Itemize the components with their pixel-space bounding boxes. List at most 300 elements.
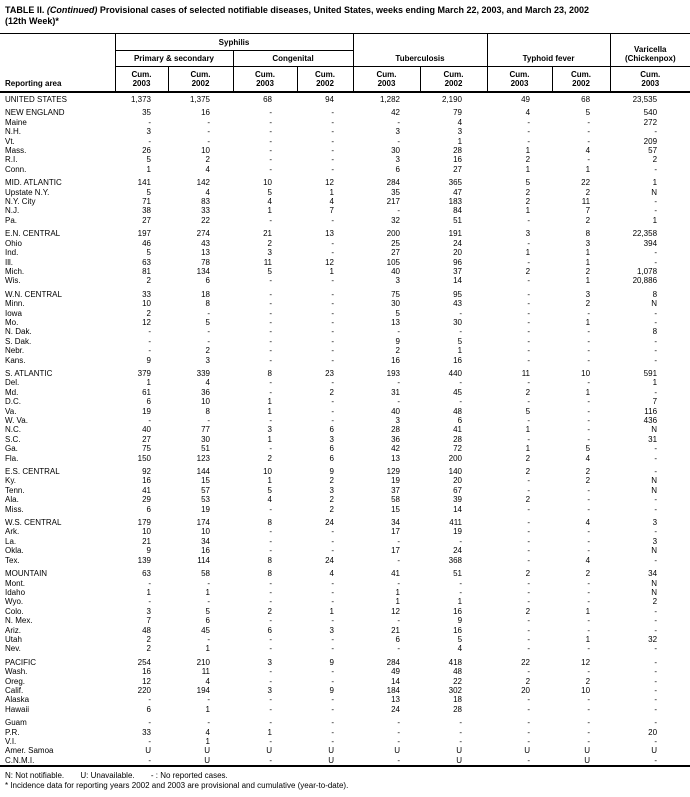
value-cell: N [651,476,658,486]
value-cell: 105 [386,257,400,267]
value-cell: 3 [146,606,151,616]
value-cell: 14 [391,676,400,686]
value-cell: N [651,299,658,309]
value-cell: 9 [395,336,400,346]
value-cell: - [331,704,334,714]
reporting-area-cell: Fla. [5,453,19,463]
value-cell: 37 [391,485,400,495]
value-cell: - [654,527,658,537]
value-cell: - [331,737,334,746]
value-cell: - [527,527,531,537]
table-row [0,505,690,514]
value-cell: 2 [585,467,591,477]
value-cell: 2 [525,606,531,616]
value-cell: 9 [457,616,463,626]
value-cell: 3 [395,127,400,137]
table-title [5,5,680,27]
value-cell: 2 [652,597,658,607]
value-cell: 1 [525,248,531,258]
value-cell: 1 [267,476,272,486]
value-cell: 20 [648,727,658,737]
table-row [0,537,690,546]
table-row [0,435,690,444]
value-cell: 4 [457,117,463,127]
value-cell: - [654,737,658,746]
value-cell: - [148,755,151,765]
value-cell: 368 [448,555,463,565]
column-header-cum-2003: Cum. 2003 [353,67,420,93]
table-row [0,476,690,485]
value-cell: 14 [453,504,463,514]
value-cell: - [587,406,591,416]
value-cell: - [654,453,658,463]
reporting-area-cell: Vt. [5,136,15,146]
value-cell: - [654,718,658,728]
value-cell: 20 [453,476,463,486]
reporting-area-cell: MOUNTAIN [5,569,48,579]
value-cell: - [587,336,591,346]
value-cell: 18 [453,695,463,705]
value-cell: 1 [585,164,591,174]
value-cell: 1 [205,644,210,654]
value-cell: 284 [386,178,400,188]
value-cell: 193 [386,368,400,378]
table-row [0,127,690,136]
table-row [0,318,690,327]
value-cell: - [527,289,531,299]
value-cell: 33 [142,727,151,737]
table-row [0,686,690,695]
value-cell: - [269,504,272,514]
value-cell: 2 [525,187,531,197]
value-cell: 26 [142,146,151,156]
value-cell: 45 [201,625,210,635]
column-header-cum-2002: Cum. 2002 [168,67,233,93]
value-cell: 46 [142,238,151,248]
table-row [0,746,690,755]
table-group [0,174,690,225]
value-cell: 183 [448,197,463,207]
value-cell: 123 [196,453,210,463]
value-cell: 32 [391,215,400,225]
value-cell: 4 [205,727,210,737]
value-cell: 1 [146,587,151,597]
value-cell: 10 [581,685,591,695]
value-cell: 1 [525,444,531,454]
column-header-tuberculosis: Tuberculosis [353,34,487,67]
value-cell: - [459,536,463,546]
value-cell: 21 [142,536,151,546]
table-row [0,146,690,155]
value-cell: - [269,444,272,454]
reporting-area-cell: Guam [5,718,27,728]
value-cell: U [584,746,591,756]
value-cell: - [587,434,591,444]
value-cell: 6 [146,397,151,407]
value-cell: 2,190 [441,95,463,104]
value-cell: - [397,616,400,626]
value-cell: - [148,327,151,337]
value-cell: - [527,727,531,737]
value-cell: - [207,695,210,705]
value-cell: 3 [395,416,400,425]
value-cell: 6 [267,625,272,635]
value-cell: 68 [263,95,272,104]
value-cell: 6 [205,276,210,286]
value-cell: 3 [525,229,531,239]
value-cell: - [207,127,210,137]
value-cell: 10 [201,397,210,407]
value-cell: 3 [585,238,591,248]
reporting-area-cell: Oreg. [5,676,26,686]
value-cell: - [331,108,334,118]
table-row [0,356,690,365]
column-header-cum-2002: Cum. 2002 [420,67,487,93]
value-cell: 20 [453,248,463,258]
table-row [0,737,690,746]
table-row [0,463,690,476]
value-cell: - [397,117,400,127]
value-cell: - [527,755,531,765]
value-cell: - [269,676,272,686]
value-cell: - [269,704,272,714]
table-group [0,654,690,714]
reporting-area-cell: Ariz. [5,625,21,635]
value-cell: 31 [648,434,658,444]
reporting-area-cell: Nebr. [5,346,25,356]
footnote-incidence: * Incidence data for reporting years 2002 and 2003 are provisional and cumulative (year-to-date). [5,781,349,791]
value-cell: 5 [585,444,591,454]
value-cell: 6 [395,164,400,174]
value-cell: 13 [325,229,334,239]
table-row [0,388,690,397]
table-row [0,165,690,174]
value-cell: - [654,644,658,654]
value-cell: - [527,667,531,677]
value-cell: 2 [525,266,531,276]
reporting-area-cell: E.S. CENTRAL [5,467,60,477]
value-cell: 29 [142,495,151,505]
reporting-area-cell: Ala. [5,495,19,505]
value-cell: 19 [142,406,151,416]
value-cell: 9 [329,467,334,477]
value-cell: - [331,164,334,174]
value-cell: 4 [329,569,334,579]
value-cell: 28 [453,434,463,444]
value-cell: 2 [585,569,591,579]
table-group [0,225,690,285]
reporting-area-cell: D.C. [5,397,21,407]
value-cell: - [331,667,334,677]
value-cell: 5 [146,187,151,197]
value-cell: - [331,406,334,416]
value-cell: - [148,737,151,746]
value-cell: 1 [585,606,591,616]
value-cell: 75 [142,444,151,454]
value-cell: 1 [395,587,400,597]
value-cell: 339 [196,368,210,378]
value-cell: - [587,527,591,537]
value-cell: 5 [146,248,151,258]
table-row [0,626,690,635]
value-cell: - [397,397,400,407]
value-cell: 3 [329,434,334,444]
value-cell: - [527,434,531,444]
value-cell: - [269,578,272,588]
value-cell: 2 [329,476,334,486]
value-cell: 4 [329,197,334,207]
value-cell: 2 [652,155,658,165]
value-cell: 31 [391,387,400,397]
value-cell: 30 [453,317,463,327]
column-header-reporting-area: Reporting area [0,34,115,93]
value-cell: 19 [453,527,463,537]
table-row [0,327,690,336]
value-cell: 2 [585,676,591,686]
value-cell: - [269,536,272,546]
value-cell: - [587,667,591,677]
reporting-area-cell: Tenn. [5,485,25,495]
table-title-text: Provisional cases of selected notifiable diseases, United States, weeks ending March 22, 2003, and March 23, 2002 [99,5,590,15]
reporting-area-cell: Ohio [5,238,22,248]
value-cell: 2 [525,467,531,477]
table-row [0,299,690,308]
footnote-unavailable: U: Unavailable. [80,771,135,781]
value-cell: 12 [325,178,334,188]
value-cell: - [269,718,272,728]
value-cell: - [207,136,210,146]
value-cell: 42 [391,108,400,118]
value-cell: - [269,136,272,146]
reporting-area-cell: Maine [5,117,27,127]
reporting-area-cell: R.I. [5,155,18,165]
value-cell: 142 [196,178,210,188]
value-cell: 8 [652,289,658,299]
value-cell: 1 [329,187,334,197]
value-cell: 1 [585,257,591,267]
value-cell: 5 [395,308,400,318]
value-cell: 7 [146,616,151,626]
table-row [0,654,690,667]
value-cell: 48 [453,667,463,677]
value-cell: - [587,127,591,137]
table-row [0,565,690,578]
value-cell: 134 [196,266,210,276]
value-cell: 22 [521,657,531,667]
reporting-area-cell: Okla. [5,546,24,556]
table-row [0,137,690,146]
table-group [0,565,690,654]
value-cell: 8 [205,299,210,309]
value-cell: - [654,495,658,505]
value-cell: - [269,546,272,556]
value-cell: 12 [142,676,151,686]
table-row [0,104,690,117]
table-row [0,705,690,714]
value-cell: - [331,248,334,258]
reporting-area-cell: Iowa [5,308,22,318]
value-cell: 63 [142,569,151,579]
value-cell: 141 [137,178,151,188]
value-cell: U [456,755,463,765]
value-cell: 2 [267,238,272,248]
reporting-area-cell: N.C. [5,425,21,435]
value-cell: - [207,597,210,607]
value-cell: - [587,727,591,737]
value-cell: - [397,737,400,746]
value-cell: 2 [585,476,591,486]
table-title-continued: (Continued) [46,5,98,15]
value-cell: - [587,536,591,546]
value-cell: - [331,616,334,626]
reporting-area-cell: S. Dak. [5,336,32,346]
value-cell: - [269,308,272,318]
value-cell: - [527,644,531,654]
value-cell: - [654,685,658,695]
value-cell: - [654,257,658,267]
value-cell: 3 [652,518,658,528]
value-cell: 11 [201,667,210,677]
reporting-area-cell: Va. [5,406,17,416]
value-cell: - [527,718,531,728]
value-cell: - [269,527,272,537]
value-cell: - [587,346,591,356]
value-cell: - [527,416,531,425]
value-cell: 2 [205,155,210,165]
value-cell: - [527,536,531,546]
value-cell: - [587,504,591,514]
table-row [0,546,690,555]
value-cell: - [527,276,531,286]
value-cell: - [587,155,591,165]
table-row [0,635,690,644]
value-cell: 13 [391,317,400,327]
value-cell: 6 [146,704,151,714]
value-cell: 21 [391,625,400,635]
table-row [0,728,690,737]
value-cell: - [331,587,334,597]
value-cell: 2 [329,387,334,397]
value-cell: - [397,536,400,546]
table-row [0,527,690,536]
value-cell: 4 [585,555,591,565]
table-row [0,206,690,215]
value-cell: 17 [391,546,400,556]
value-cell: - [587,327,591,337]
value-cell: 27 [391,248,400,258]
reporting-area-cell: W.N. CENTRAL [5,289,62,299]
value-cell: N [651,546,658,556]
value-cell: - [269,299,272,309]
value-cell: 3 [267,425,272,435]
value-cell: - [207,336,210,346]
value-cell: - [269,355,272,365]
value-cell: - [331,416,334,425]
value-cell: 365 [448,178,463,188]
value-cell: - [654,127,658,137]
value-cell: 96 [453,257,463,267]
value-cell: 24 [391,704,400,714]
table-row [0,667,690,676]
value-cell: - [654,504,658,514]
value-cell: 8 [205,406,210,416]
value-cell: - [587,578,591,588]
value-cell: - [269,667,272,677]
value-cell: - [269,587,272,597]
value-cell: 19 [391,476,400,486]
value-cell: 1,373 [130,95,151,104]
value-cell: - [269,695,272,705]
value-cell: 75 [391,289,400,299]
value-cell: 22 [581,178,591,188]
value-cell: - [148,336,151,346]
value-cell: - [269,317,272,327]
value-cell: - [654,555,658,565]
value-cell: - [148,597,151,607]
value-cell: 36 [391,434,400,444]
value-cell: - [527,127,531,137]
value-cell: U [204,746,210,756]
value-cell: 48 [453,406,463,416]
table-row [0,495,690,504]
value-cell: 3 [267,248,272,258]
value-cell: 95 [453,289,463,299]
value-cell: - [207,327,210,337]
value-cell: 16 [453,355,463,365]
table-row [0,276,690,285]
footnote-not-notifiable: N: Not notifiable. [5,771,65,781]
value-cell: 16 [142,667,151,677]
reporting-area-cell: Minn. [5,299,25,309]
value-cell: - [331,676,334,686]
value-cell: 5 [585,108,591,118]
value-cell: 79 [453,108,463,118]
value-cell: 92 [142,467,151,477]
value-cell: - [654,625,658,635]
value-cell: - [654,387,658,397]
value-cell: - [397,578,400,588]
varicella-label-line1: Varicella [634,45,667,54]
value-cell: 1 [205,704,210,714]
value-cell: - [331,644,334,654]
value-cell: 37 [453,266,463,276]
reporting-area-cell: W. Va. [5,416,28,425]
value-cell: 10 [263,178,272,188]
value-cell: 16 [391,355,400,365]
value-cell: 11 [521,368,531,378]
reporting-area-cell: P.R. [5,727,20,737]
varicella-label-line2: (Chickenpox) [624,54,676,63]
value-cell: 1 [267,206,272,216]
value-cell: 1 [267,406,272,416]
value-cell: - [587,718,591,728]
value-cell: - [331,117,334,127]
reporting-area-cell: Ind. [5,248,19,258]
reporting-area-cell: Alaska [5,695,30,705]
value-cell: 9 [146,355,151,365]
value-cell: - [527,355,531,365]
value-cell: - [527,317,531,327]
value-cell: 1 [395,597,400,607]
value-cell: 22 [453,676,463,686]
value-cell: - [587,644,591,654]
value-cell: 200 [448,453,463,463]
value-cell: 72 [453,444,463,454]
value-cell: - [269,117,272,127]
value-cell: 61 [142,387,151,397]
value-cell: 4 [267,495,272,505]
value-cell: 2 [525,676,531,686]
